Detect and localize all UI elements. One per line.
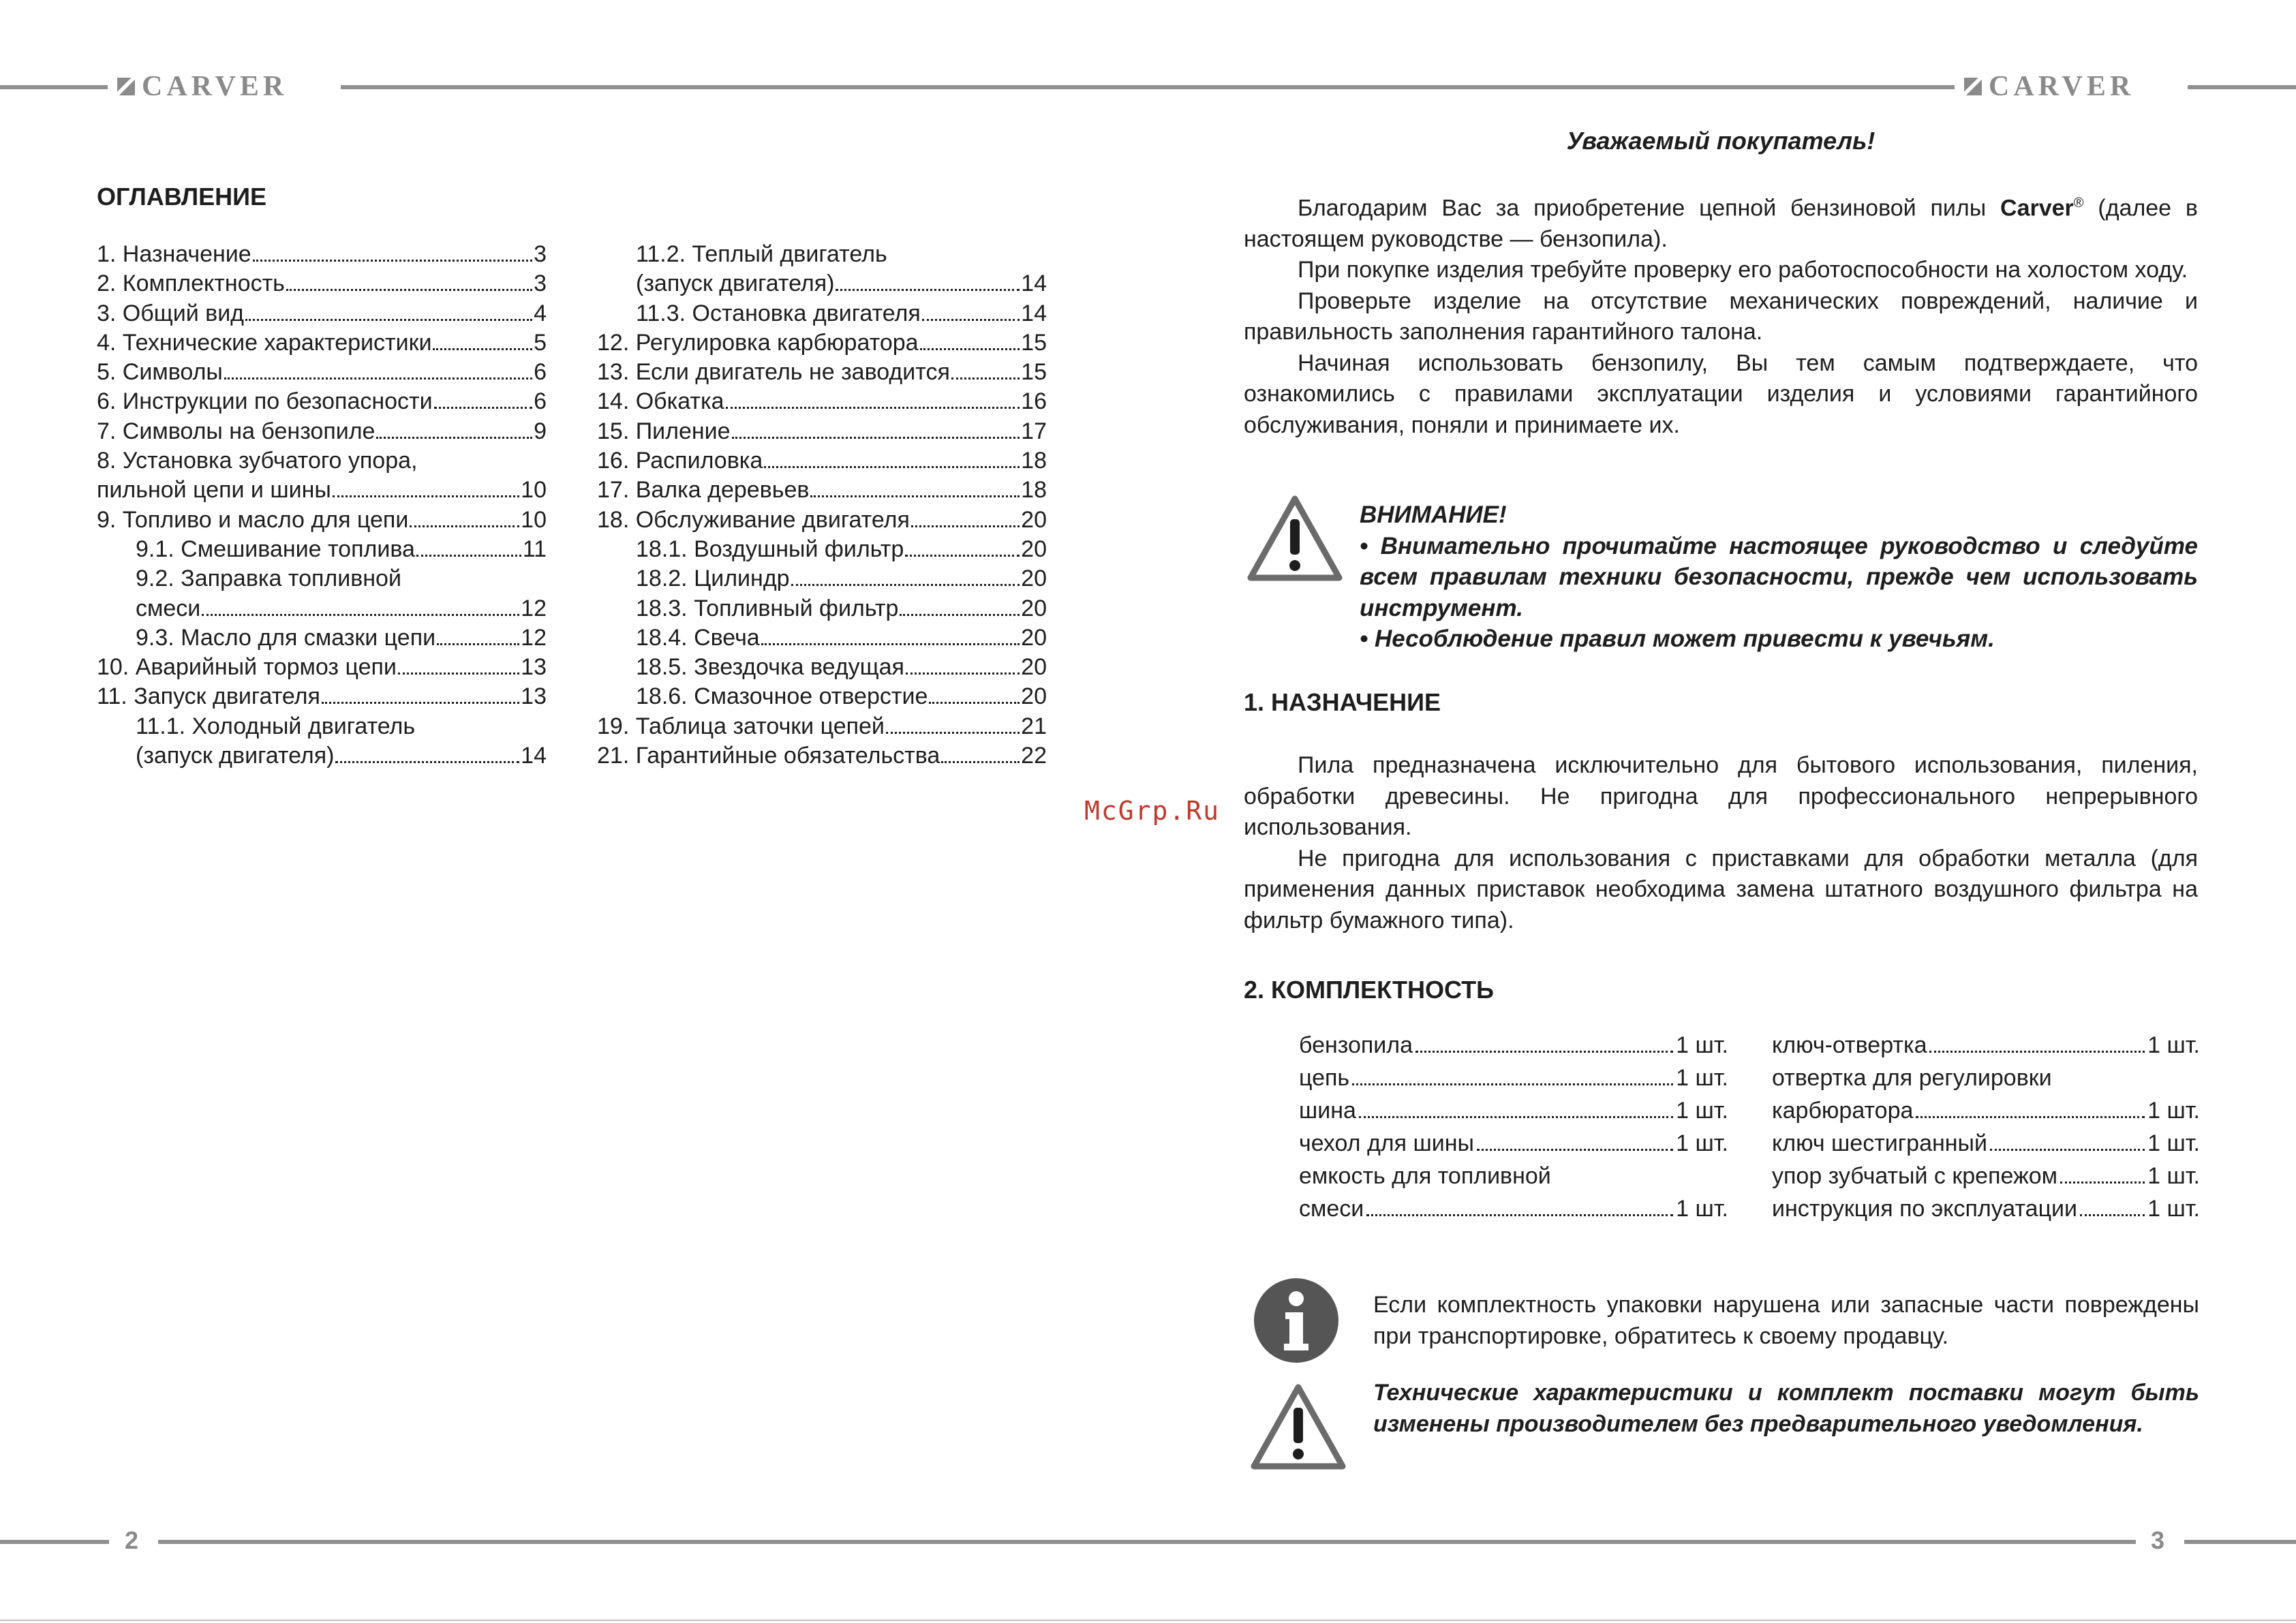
dot-leader	[434, 407, 532, 409]
entry-row	[597, 564, 1047, 593]
entry-text: 9.3. Масло для смазки цепи	[136, 624, 436, 651]
entry-row	[597, 682, 1047, 711]
entry-line1: 11.1. Холодный двигатель	[136, 713, 416, 739]
brand-mark-icon	[1964, 78, 1982, 95]
entry-text: 18.6. Смазочное отверстие	[636, 683, 928, 710]
entry-quantity: 1 шт.	[2147, 1163, 2200, 1189]
entry-row	[97, 476, 547, 505]
footer-rule-center	[158, 1540, 2136, 1544]
intro-p1-a: Благодарим Вас за приобретение цепной бензиновой пилы	[1298, 195, 2001, 221]
entry-page: 15	[1021, 329, 1047, 356]
entry-row	[597, 387, 1047, 416]
entry-quantity: 1 шт.	[2147, 1032, 2200, 1058]
entry-page: 15	[1021, 359, 1047, 386]
entry-page: 6	[534, 359, 547, 386]
dot-leader	[253, 260, 532, 262]
dot-leader	[437, 643, 519, 645]
dot-leader	[941, 761, 1020, 763]
entry-page: 5	[534, 329, 547, 356]
spec-note-text: Технические характеристики и комплект поставки могут быть изменены производителем без предварительного уведомления.	[1373, 1380, 2199, 1437]
entry-page: 20	[1021, 624, 1047, 651]
brand-logo-right	[1964, 73, 2134, 100]
kit-column-2	[1772, 1029, 2200, 1225]
entry-page: 6	[534, 388, 547, 415]
entry-row	[97, 594, 547, 623]
entry-text: цепь	[1299, 1065, 1350, 1091]
entry-text: карбюратора	[1772, 1098, 1914, 1124]
entry-text: пильной цепи и шины	[97, 477, 331, 504]
kit-column-1	[1299, 1029, 1728, 1225]
entry-quantity: 1 шт.	[1676, 1196, 1728, 1222]
entry-quantity: 1 шт.	[1676, 1098, 1728, 1124]
entry-text: 14. Обкатка	[597, 388, 724, 415]
warning-triangle-icon	[1246, 495, 1343, 583]
entry-text: 12. Регулировка карбюратора	[597, 329, 919, 356]
entry-row	[597, 506, 1047, 535]
brand-mark-icon	[117, 78, 135, 95]
entry-text: 18.5. Звездочка ведущая	[636, 654, 904, 681]
brand-logo-left	[117, 73, 288, 100]
entry-text: 5. Символы	[97, 359, 223, 386]
dot-leader	[1929, 1051, 2145, 1053]
dot-leader	[245, 319, 532, 321]
dot-leader	[416, 555, 521, 557]
dot-leader	[1990, 1149, 2145, 1151]
entry-text: 18.3. Топливный фильтр	[636, 595, 899, 621]
dot-leader	[905, 555, 1020, 557]
intro-paragraph-4: Начиная использовать бензопилу, Вы тем самым подтверждаете, что ознакомились с правилами эксплуатации изделия и условиями гарантийного обслуживания, поняли и принимаете их.	[1244, 350, 2198, 438]
section-1-text	[1244, 750, 2198, 936]
dot-leader	[1415, 1051, 1673, 1053]
warning-line-2: • Несоблюдение правил может привести к увечьям.	[1360, 625, 1995, 652]
dot-leader	[1352, 1083, 1673, 1085]
entry-row	[1772, 1029, 2200, 1062]
entry-row	[597, 446, 1047, 476]
entry-text: ключ шестигранный	[1772, 1130, 1987, 1156]
entry-text: упор зубчатый с крепежом	[1772, 1163, 2058, 1189]
entry-page: 20	[1021, 654, 1047, 681]
entry-page: 20	[1021, 536, 1047, 562]
info-note-text: Если комплектность упаковки нарушена или запасные части повреждены при транспортировке, обратитесь к своему продавцу.	[1373, 1292, 2199, 1349]
entry-page: 13	[521, 683, 547, 710]
entry-quantity: 1 шт.	[2147, 1130, 2200, 1156]
entry-row	[1772, 1192, 2200, 1225]
entry-row	[97, 653, 547, 682]
entry-page: 21	[1021, 713, 1047, 739]
dot-leader	[2080, 1214, 2145, 1216]
entry-text: 9.1. Смешивание топлива	[136, 536, 415, 562]
section-1-title: 1. НАЗНАЧЕНИЕ	[1244, 688, 1441, 716]
entry-line1: 11.2. Теплый двигатель	[636, 241, 887, 267]
entry-page: 20	[1021, 595, 1047, 621]
entry-row	[1772, 1127, 2200, 1160]
entry-page: 10	[521, 477, 547, 504]
entry-row	[1299, 1192, 1728, 1225]
entry-row	[1299, 1029, 1728, 1062]
entry-page: 13	[521, 654, 547, 681]
entry-quantity: 1 шт.	[1676, 1065, 1728, 1091]
entry-line1: емкость для топливной	[1299, 1163, 1551, 1189]
toc-column-1	[97, 240, 547, 771]
entry-page: 16	[1021, 388, 1047, 415]
dot-leader	[886, 732, 1020, 734]
entry-text: 11.3. Остановка двигателя	[636, 300, 921, 326]
header-rule-left-a	[0, 85, 108, 89]
entry-row	[97, 269, 547, 298]
caution-triangle-icon	[1250, 1383, 1347, 1472]
dot-leader	[433, 348, 532, 350]
entry-line1: 9.2. Заправка топливной	[136, 566, 401, 592]
dot-leader	[1359, 1116, 1673, 1118]
entry-row	[1299, 1127, 1728, 1160]
entry-row	[97, 506, 547, 535]
page-number-left: 2	[125, 1526, 139, 1554]
entry-row	[1772, 1160, 2200, 1192]
intro-paragraph-3: Проверьте изделие на отсутствие механических повреждений, наличие и правильность заполнения гарантийного талона.	[1244, 288, 2198, 345]
entry-text: 18.1. Воздушный фильтр	[636, 536, 904, 562]
entry-text: шина	[1299, 1098, 1356, 1124]
dot-leader	[836, 289, 1020, 291]
entry-text: 3. Общий вид	[97, 300, 245, 326]
dot-leader	[810, 495, 1020, 497]
entry-page: 18	[1021, 448, 1047, 474]
dot-leader	[322, 702, 519, 704]
info-icon	[1253, 1277, 1340, 1364]
entry-line1: 8. Установка зубчатого упора,	[97, 448, 418, 474]
entry-text: 10. Аварийный тормоз цепи	[97, 654, 397, 681]
entry-text: 18.4. Свеча	[636, 624, 760, 651]
entry-quantity: 1 шт.	[1676, 1130, 1728, 1156]
dot-leader	[951, 377, 1020, 380]
entry-row	[597, 358, 1047, 387]
entry-text: бензопила	[1299, 1032, 1413, 1058]
section-1-paragraph-2: Не пригодна для использования с приставками для обработки металла (для применения данных приставок необходима замена штатного воздушного фильтра на фильтр бумажного типа).	[1244, 845, 2198, 933]
dot-leader	[1916, 1116, 2145, 1118]
intro-paragraph-2: При покупке изделия требуйте проверку его работоспособности на холостом ходу.	[1298, 257, 2188, 283]
entry-text: смеси	[136, 595, 201, 621]
dot-leader	[398, 673, 519, 675]
entry-text: ключ-отвертка	[1772, 1032, 1927, 1058]
entry-text: 13. Если двигатель не заводится	[597, 359, 950, 386]
header-rule-center	[341, 85, 1955, 89]
section-2-title: 2. КОМПЛЕКТНОСТЬ	[1244, 976, 1494, 1004]
entry-text: 6. Инструкции по безопасности	[97, 388, 433, 415]
dot-leader	[906, 673, 1020, 675]
entry-page: 14	[1021, 270, 1047, 297]
entry-text: 17. Валка деревьев	[597, 477, 810, 504]
section-1-paragraph-1: Пила предназначена исключительно для бытового использования, пиления, обработки древесины. Не пригодна для профессионального непрерывного использования.	[1244, 752, 2198, 840]
entry-text: инструкция по эксплуатации	[1772, 1196, 2078, 1222]
footer-rule-right	[2184, 1540, 2296, 1544]
toc-title: ОГЛАВЛЕНИЕ	[97, 183, 267, 211]
entry-row	[97, 358, 547, 387]
dot-leader	[791, 584, 1020, 586]
entry-text: (запуск двигателя)	[636, 270, 835, 297]
intro-text	[1244, 188, 2198, 441]
entry-text: 21. Гарантийные обязательства	[597, 743, 940, 769]
bottom-edge-line	[0, 1620, 2296, 1621]
dot-leader	[376, 437, 532, 439]
footer-rule-left	[0, 1540, 109, 1544]
entry-text: 4. Технические характеристики	[97, 329, 432, 356]
entry-text: (запуск двигателя)	[136, 743, 335, 769]
entry-line1: отвертка для регулировки	[1772, 1065, 2052, 1091]
greeting: Уважаемый покупатель!	[1566, 127, 1876, 155]
entry-page: 17	[1021, 418, 1047, 444]
entry-row	[597, 299, 1047, 328]
entry-row	[597, 712, 1047, 741]
brand-name-right: CARVER	[1989, 71, 2135, 102]
dot-leader	[726, 407, 1020, 409]
watermark: McGrp.Ru	[1084, 796, 1221, 826]
entry-row	[97, 387, 547, 416]
registered-mark: ®	[2073, 196, 2084, 211]
dot-leader	[920, 348, 1020, 350]
entry-row	[597, 269, 1047, 298]
warning-title: ВНИМАНИЕ!	[1360, 501, 1507, 528]
entry-page: 3	[534, 241, 547, 267]
page-number-right: 3	[2151, 1526, 2165, 1554]
entry-text: 9. Топливо и масло для цепи	[97, 506, 409, 533]
entry-page: 12	[521, 624, 547, 651]
entry-row	[97, 240, 547, 269]
dot-leader	[764, 466, 1020, 468]
dot-leader	[202, 614, 519, 616]
dot-leader	[900, 614, 1020, 616]
entry-page: 20	[1021, 506, 1047, 533]
dot-leader	[911, 525, 1020, 527]
dot-leader	[1477, 1149, 1673, 1151]
entry-text: чехол для шины	[1299, 1130, 1474, 1156]
entry-row	[597, 417, 1047, 446]
entry-page: 10	[521, 506, 547, 533]
entry-page: 20	[1021, 683, 1047, 710]
entry-row	[97, 417, 547, 446]
entry-row	[1299, 1062, 1728, 1094]
dot-leader	[929, 702, 1020, 704]
entry-row	[97, 328, 547, 358]
entry-quantity: 1 шт.	[2147, 1196, 2200, 1222]
entry-page: 4	[534, 300, 547, 326]
dot-leader	[224, 377, 532, 380]
entry-page: 14	[521, 743, 547, 769]
entry-row	[597, 623, 1047, 653]
entry-row	[597, 328, 1047, 358]
entry-row	[597, 476, 1047, 505]
dot-leader	[286, 289, 532, 291]
entry-page: 11	[522, 536, 547, 562]
dot-leader	[333, 495, 519, 497]
entry-page: 3	[534, 270, 547, 297]
intro-paragraph-1	[1244, 188, 2198, 255]
entry-row	[97, 741, 547, 771]
entry-row	[1772, 1094, 2200, 1127]
warning-line-1: • Внимательно прочитайте настоящее руководство и следуйте всем правилам техники безопасности, прежде чем использовать инструмент.	[1360, 532, 2198, 621]
info-note	[1373, 1290, 2199, 1352]
intro-p1-b: (далее в настоящем руководстве — бензопила).	[1244, 195, 2198, 252]
entry-row	[1299, 1094, 1728, 1127]
entry-text: 15. Пиление	[597, 418, 731, 444]
entry-text: 18. Обслуживание двигателя	[597, 506, 910, 533]
entry-page: 14	[1021, 300, 1047, 326]
dot-leader	[732, 437, 1020, 439]
dot-leader	[410, 525, 519, 527]
entry-text: 2. Комплектность	[97, 270, 285, 297]
dot-leader	[761, 643, 1020, 645]
header-rule-right	[2188, 85, 2296, 89]
dot-leader	[2060, 1181, 2145, 1184]
entry-page: 18	[1021, 477, 1047, 504]
entry-text: 1. Назначение	[97, 241, 251, 267]
dot-leader	[335, 761, 519, 763]
toc-column-2	[597, 240, 1047, 771]
entry-text: 18.2. Цилиндр	[636, 566, 790, 592]
brand-name-left: CARVER	[142, 71, 288, 102]
entry-text: 7. Символы на бензопиле	[97, 418, 376, 444]
entry-text: 11. Запуск двигателя	[97, 683, 320, 710]
entry-row	[597, 741, 1047, 771]
entry-page: 22	[1021, 743, 1047, 769]
warning-text	[1360, 499, 2198, 655]
entry-row	[597, 653, 1047, 682]
entry-page: 12	[521, 595, 547, 621]
entry-quantity: 1 шт.	[2147, 1098, 2200, 1124]
entry-row	[597, 594, 1047, 623]
dot-leader	[922, 319, 1020, 321]
intro-p1-brand: Carver	[2000, 195, 2074, 221]
dot-leader	[1366, 1214, 1673, 1216]
entry-text: 16. Распиловка	[597, 448, 763, 474]
entry-quantity: 1 шт.	[1676, 1032, 1728, 1058]
entry-row	[97, 299, 547, 328]
entry-text: 19. Таблица заточки цепей	[597, 713, 885, 739]
entry-text: смеси	[1299, 1196, 1364, 1222]
entry-row	[597, 535, 1047, 564]
spec-note	[1373, 1378, 2199, 1440]
entry-row	[97, 535, 547, 564]
entry-row	[97, 682, 547, 711]
entry-page: 20	[1021, 566, 1047, 592]
entry-page: 9	[534, 418, 547, 444]
entry-row	[97, 623, 547, 653]
